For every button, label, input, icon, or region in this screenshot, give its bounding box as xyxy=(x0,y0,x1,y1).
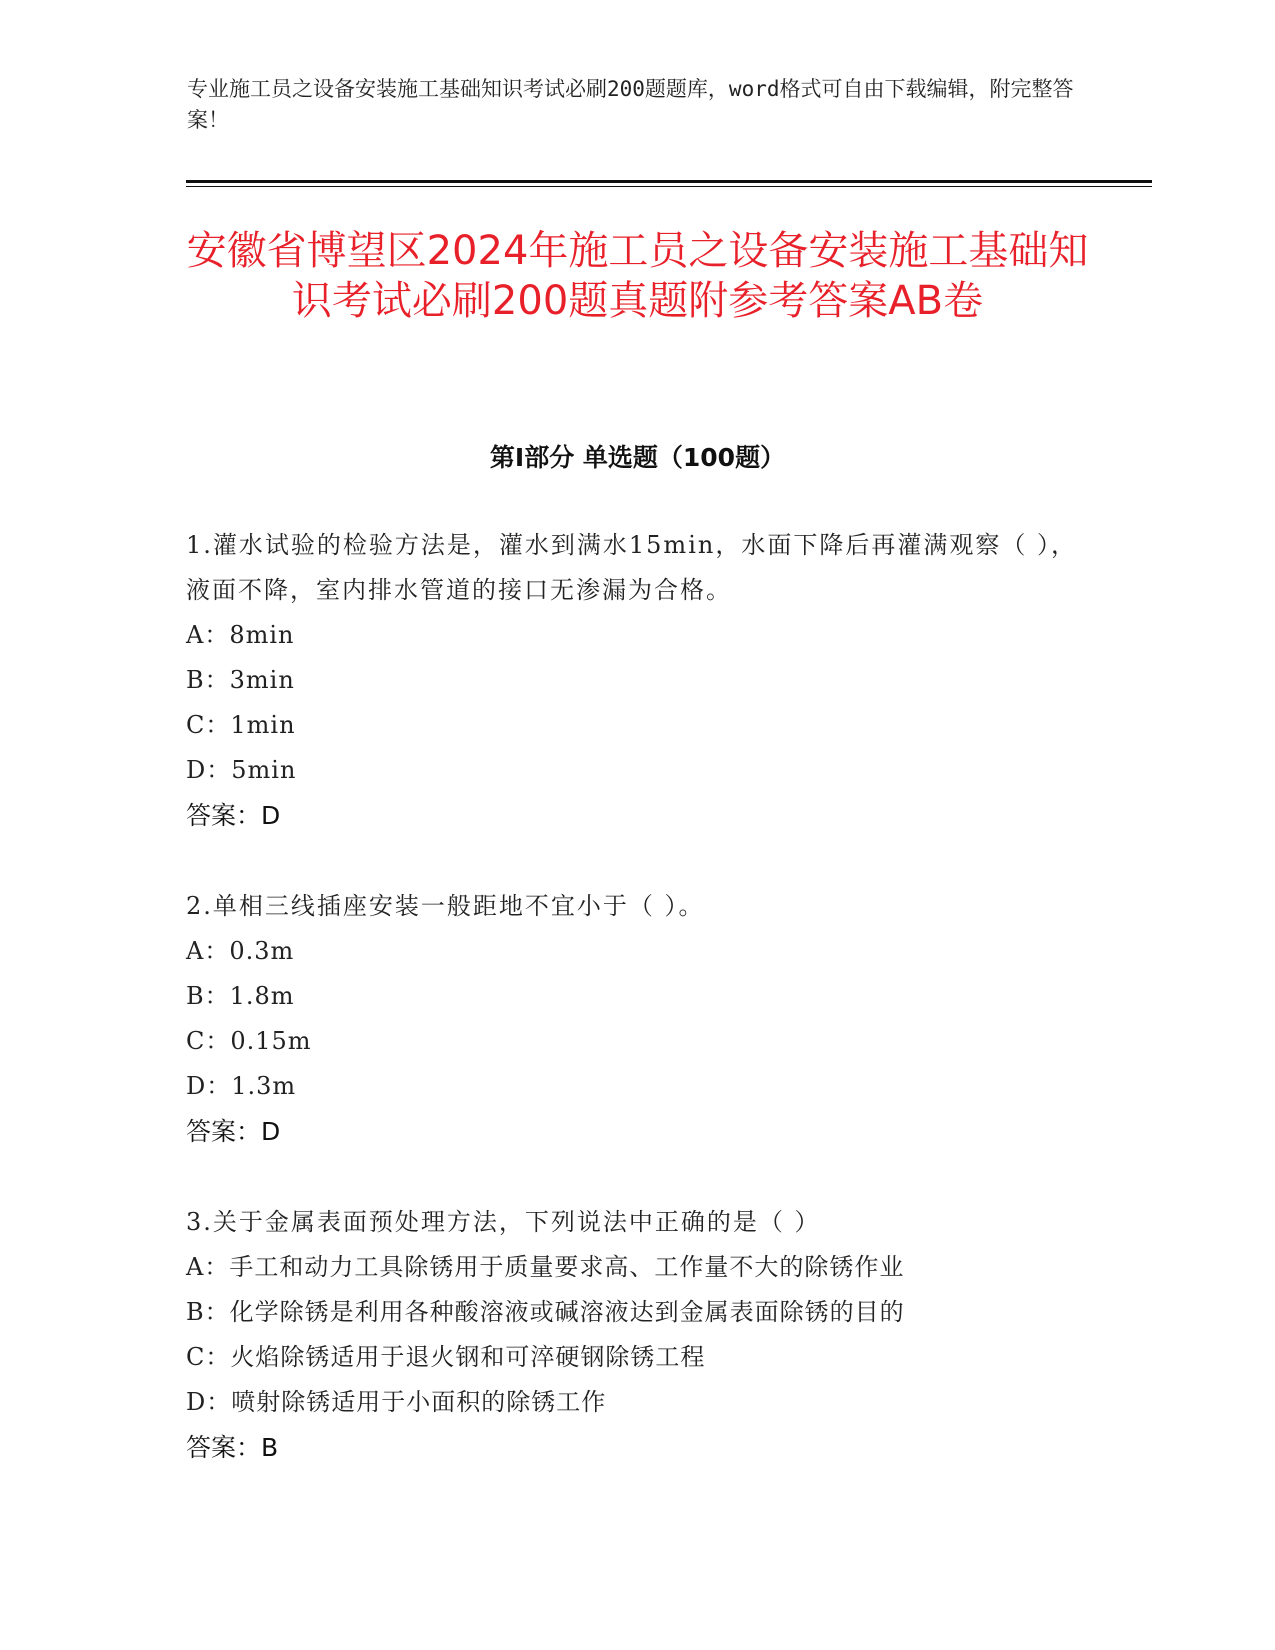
option-a: A：8min xyxy=(186,621,295,649)
question-3 xyxy=(186,1200,1086,1470)
question-stem: 2.单相三线插座安装一般距地不宜小于（ ）。 xyxy=(186,892,705,920)
answer: 答案：B xyxy=(186,1433,279,1462)
section-heading: 第I部分 单选题（100题） xyxy=(489,443,786,472)
question-stem: 3.关于金属表面预处理方法，下列说法中正确的是（ ） xyxy=(186,1208,821,1236)
option-d: D：1.3m xyxy=(186,1072,297,1100)
option-a: A：手工和动力工具除锈用于质量要求高、工作量不大的除锈作业 xyxy=(186,1253,905,1281)
header-divider-thin xyxy=(186,186,1152,187)
option-b: B：化学除锈是利用各种酸溶液或碱溶液达到金属表面除锈的目的 xyxy=(186,1298,905,1326)
option-b: B：3min xyxy=(186,666,295,694)
option-a: A：0.3m xyxy=(186,937,295,965)
option-b: B：1.8m xyxy=(186,982,295,1010)
option-c: C：火焰除锈适用于退火钢和可淬硬钢除锈工程 xyxy=(186,1343,706,1371)
document-title: 安徽省博望区2024年施工员之设备安装施工基础知识考试必刷200题真题附参考答案AB卷 xyxy=(186,228,1089,324)
option-c: C：1min xyxy=(186,711,296,739)
option-d: D：5min xyxy=(186,756,297,784)
option-c: C：0.15m xyxy=(186,1027,312,1055)
answer: 答案：D xyxy=(186,1117,281,1146)
option-d: D：喷射除锈适用于小面积的除锈工作 xyxy=(186,1388,607,1416)
question-2 xyxy=(186,884,1086,1154)
header-note: 专业施工员之设备安装施工基础知识考试必刷200题题库，word格式可自由下载编辑，附完整答案！ xyxy=(187,77,1074,132)
answer: 答案：D xyxy=(186,801,281,830)
question-stem: 1.灌水试验的检验方法是，灌水到满水15min，水面下降后再灌满观察（ ），液面不降，室内排水管道的接口无渗漏为合格。 xyxy=(186,531,1077,604)
header-divider-thick xyxy=(186,180,1152,183)
question-1 xyxy=(186,523,1086,838)
